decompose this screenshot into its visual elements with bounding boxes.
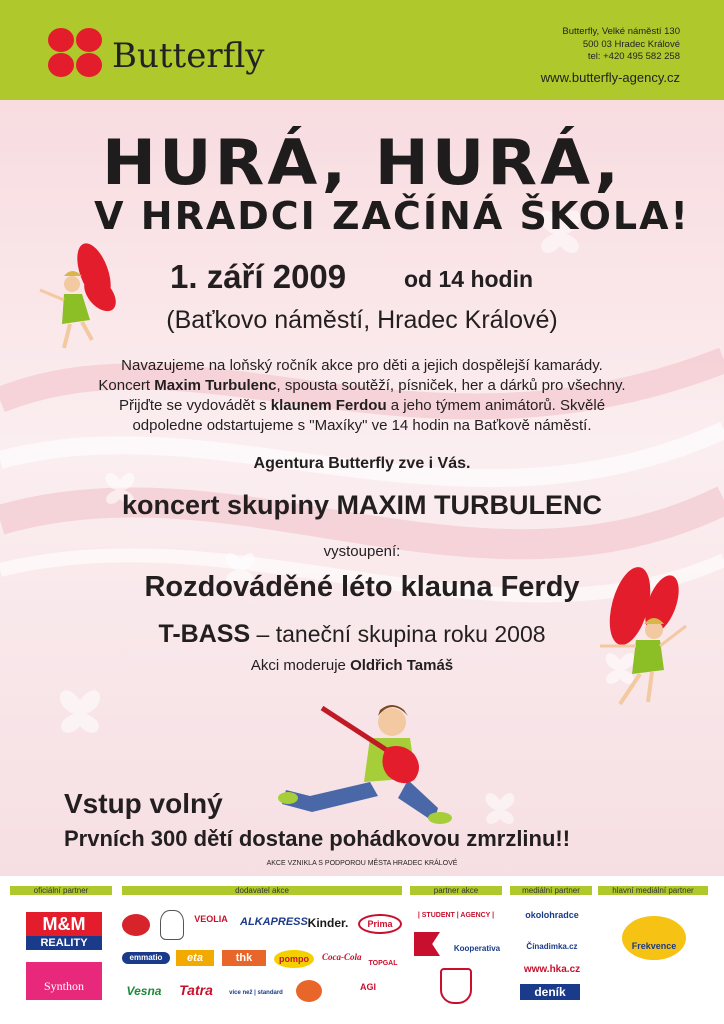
partners-footer [0, 876, 724, 1024]
headline-line2: V HRADCI ZAČÍNÁ ŠKOLA! [94, 194, 690, 238]
pompo-logo[interactable]: pompo [274, 950, 314, 968]
okolohradce-logo[interactable]: okolohradce [525, 910, 579, 920]
supplier-logo-red-icon[interactable] [122, 914, 150, 936]
supplier-logo-crest-icon[interactable] [160, 910, 184, 940]
agi-logo[interactable]: AGI [359, 982, 376, 992]
emmatio-logo[interactable]: emmatio [122, 952, 170, 964]
veolia-logo[interactable]: VEOLIA [194, 914, 228, 924]
section-suppliers: dodavatel akce [122, 886, 402, 895]
support-note: AKCE VZNIKLA S PODPOROU MĚSTA HRADEC KRÁLOVÉ [266, 860, 458, 867]
hka-logo[interactable]: www.hka.cz [523, 964, 581, 975]
intro-text: , spousta soutěží, písniček, her a dárků pro všechny. [276, 377, 626, 394]
intro-line2 [0, 376, 724, 396]
contact-phone: tel: +420 495 582 258 [587, 51, 680, 62]
student-agency-logo[interactable]: | STUDENT | AGENCY | [417, 912, 495, 919]
mm-reality-logo-top[interactable]: M&M [26, 912, 102, 936]
alkapress-logo[interactable]: ALKAPRESS [240, 916, 308, 928]
event-date: 1. září 2009 [170, 258, 347, 295]
hradec-kralove-crest-icon[interactable] [440, 968, 472, 1004]
tatra-logo[interactable]: Tatra [179, 982, 213, 998]
frekvence-1-logo[interactable]: Frekvence [622, 916, 686, 960]
concert-line: koncert skupiny MAXIM TURBULENC [121, 490, 603, 520]
kooperativa-logo[interactable]: Kooperativa [453, 944, 501, 953]
header-bar [0, 0, 724, 100]
contact-city: 500 03 Hradec Králové [582, 38, 680, 50]
contact-website-link[interactable]: www.butterfly-agency.cz [540, 69, 680, 85]
partner-logo-r-icon[interactable] [414, 932, 440, 956]
headline-line1: HURÁ, HURÁ, [102, 126, 622, 199]
intro-line1: Navazujeme na loňský ročník akce pro děti a jejich dospělejší kamarády. [121, 357, 603, 374]
contact-address: Butterfly, Velké náměstí 130 [562, 26, 680, 37]
thk-logo[interactable]: thk [222, 950, 266, 966]
axa-logo[interactable]: více než | standard [229, 990, 283, 996]
vesna-logo[interactable]: Vesna [126, 984, 162, 998]
host-name: Oldřich Tamáš [350, 657, 454, 674]
section-partner: partner akce [410, 886, 502, 895]
tbass-name: T-BASS [158, 620, 251, 648]
fairy-left-illustration [34, 242, 124, 362]
free-entry: Vstup volný [64, 788, 223, 819]
coca-cola-logo[interactable]: Coca-Cola [322, 952, 362, 962]
event-venue: (Baťkovo náměstí, Hradec Králové) [166, 306, 558, 334]
denik-logo[interactable]: deník [520, 984, 580, 1000]
synthon-logo[interactable]: Synthon [26, 962, 102, 1000]
eta-logo[interactable]: eta [176, 950, 214, 966]
invite-line: Agentura Butterfly zve i Vás. [253, 455, 471, 472]
icecream-offer: Prvních 300 dětí dostane pohádkovou zmrzlinu!! [64, 826, 571, 851]
butterfly-logo-icon [46, 26, 104, 78]
cinadimka-logo[interactable]: Čínadimka.cz [526, 942, 578, 951]
intro-text: Koncert [98, 377, 155, 394]
mm-reality-logo-bottom[interactable]: REALITY [26, 936, 102, 950]
show-clown-ferda: Rozdováděné léto klauna Ferdy [144, 571, 580, 603]
intro-line3 [0, 396, 724, 416]
tbass-description: – taneční skupina roku 2008 [250, 621, 546, 647]
brand-name: Butterfly [112, 36, 265, 76]
section-official-partner: oficiální partner [10, 886, 112, 895]
intro-text: a jeho týmem animátorů. Skvělé [386, 397, 606, 414]
guitarist-illustration [274, 700, 474, 840]
section-main-media-partner: hlavní mediální partner [598, 886, 708, 895]
topgal-logo[interactable]: TOPGAL [368, 960, 398, 967]
supplier-logo-orange-icon[interactable] [296, 980, 322, 1002]
host-line [0, 657, 714, 674]
host-label: Akci moderuje [250, 657, 351, 674]
prima-logo[interactable]: Prima [358, 914, 402, 934]
event-time: od 14 hodin [404, 266, 534, 292]
contact-block [541, 26, 680, 84]
show-tbass [0, 620, 714, 649]
kinder-logo[interactable]: Kinder. [307, 916, 349, 930]
intro-line4: odpoledne odstartujeme s "Maxíky" ve 14 hodin na Baťkově náměstí. [132, 417, 592, 434]
intro-text: Přijďte se vydovádět s [118, 397, 271, 414]
intro-paragraph [0, 356, 724, 436]
intro-clown-name: klaunem Ferdou [270, 397, 387, 414]
performance-label: vystoupení: [323, 543, 401, 560]
intro-band-name: Maxim Turbulenc [154, 377, 277, 394]
section-media-partner: mediální partner [510, 886, 592, 895]
